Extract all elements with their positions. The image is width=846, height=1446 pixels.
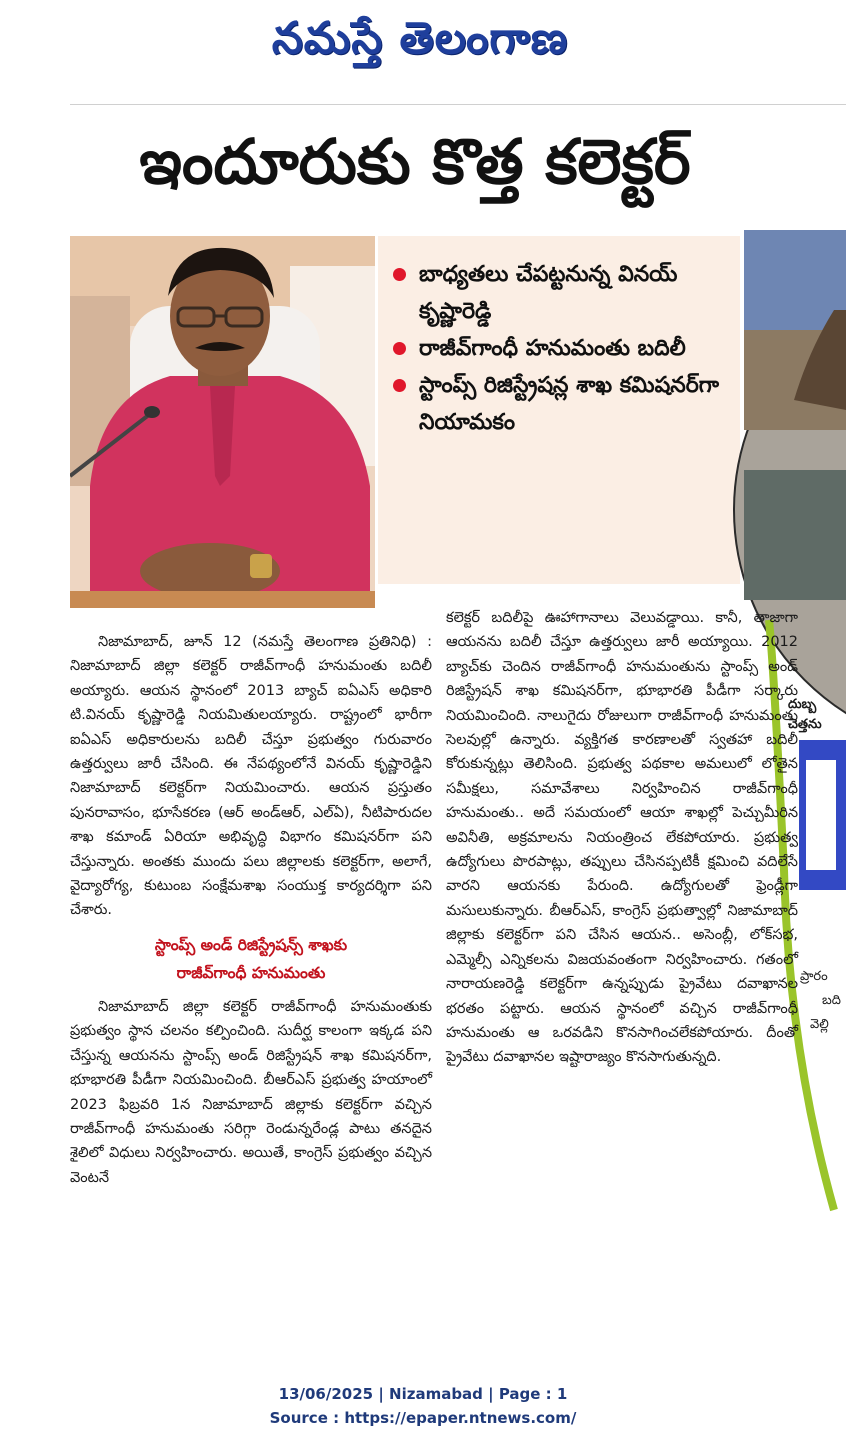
adjacent-text: దుబ్బ చెత్తను [788, 697, 822, 732]
bullet-icon [393, 342, 406, 355]
bullet-icon [393, 268, 406, 281]
adjacent-text: ప్రారం బది వెల్లి [800, 969, 841, 1032]
footer-date-edition: 13/06/2025 | Nizamabad | Page : 1 [278, 1385, 568, 1403]
article-subheading: స్టాంప్స్ అండ్ రిజిస్ట్రేషన్స్ శాఖకు రాజీవ్‌గాంధీ హనుమంతు [154, 935, 348, 982]
highlight-item [393, 330, 733, 367]
page-footer [0, 1382, 846, 1430]
highlights-list [393, 256, 733, 441]
masthead-logo [200, 4, 640, 74]
collector-portrait-image [70, 236, 375, 608]
headline: ఇందూరుకు కొత్త కలెక్టర్ [139, 125, 691, 198]
highlight-text: స్టాంప్స్ రిజిస్ట్రేషన్ల శాఖ కమిషనర్‌గా నియామకం [419, 373, 720, 435]
divider [70, 104, 846, 105]
bullet-icon [393, 379, 406, 392]
article-paragraph: నిజామాబాద్, జూన్ 12 (నమస్తే తెలంగాణ ప్రతినిధి) : నిజామాబాద్ జిల్లా కలెక్టర్ రాజీవ్‌గాంధీ హనుమంతు బదిలీ అయ్యారు. ఆయన స్థానంలో 2013 బ్యాచ్ ఐఏఎస్ అధికారి టి.వినయ్ కృష్ణారెడ్డి నియమితులయ్యారు. రాష్ట్రంలో భారీగా ఐఏఎస్ అధికారులను బదిలీ చేస్తూ ప్రభుత్వం గురువారం ఉత్తర్వులు జారీ చేసింది. ఈ నేపథ్యంలోనే వినయ్ కృష్ణారెడ్డిని నిజామాబాద్ కలెక్టర్‌గా నియమించారు. ఆయన ప్రస్తుతం పునరావాసం, భూసేకరణ (ఆర్ అండ్ఆర్, ఎల్ఏ), నీటిపారుదల శాఖ కమాండ్ ఏరియా అభివృద్ధి విభాగం కమిషనర్‌గా పని చేస్తున్నారు. అంతకు ముందు పలు జిల్లాలకు కలెక్టర్‌గా, అలాగే, వైద్యారోగ్య, కుటుంబ సంక్షేమశాఖ సంయుక్త కార్యదర్శిగా పని చేశారు. [70, 634, 432, 919]
footer-source-link[interactable]: Source : https://epaper.ntnews.com/ [269, 1409, 577, 1427]
article-column-1 [70, 630, 432, 1190]
article-paragraph: కలెక్టర్ బదిలీపై ఊహాగానాలు వెలువడ్డాయి. కానీ, తాజాగా ఆయనను బదిలీ చేస్తూ ఉత్తర్వులు జారీ అయ్యాయి. 2012 బ్యాచ్‌కు చెందిన రాజీవ్‌గాంధీ హనుమంతును స్టాంప్స్ అండ్ రిజిస్ట్రేషన్ శాఖ కమిషనర్‌గా, భూభారతి పీడీగా సర్కారు నియమించింది. నాలుగైదు రోజులుగా రాజీవ్‌గాంధీ హనుమంతు సెలవుల్లో ఉన్నారు. వ్యక్తిగత కారణాలతో స్వతహా బదిలీ కోరుకున్నట్లు తెలిసింది. ప్రభుత్వ పథకాల అమలులో లోతైన సమీక్షలు, సమావేశాలు నిర్వహించిన రాజీవ్‌గాంధీ హనుమంతు.. అదే సమయంలో ఆయా శాఖల్లో పెచ్చుమీరిన అవినీతి, అక్రమాలను నియంత్రించ లేకపోయారు. ప్రభుత్వ ఉద్యోగులు పొరపాట్లు, తప్పులు చేసినప్పటికీ క్షమించి వదిలేసే వారని ఆయనకు పేరుంది. ఉద్యోగులతో ఫ్రెండ్లీగా మసులుకున్నారు. బీఆర్ఎస్, కాంగ్రెస్ ప్రభుత్వాల్లో నిజామాబాద్ జిల్లాకు కలెక్టర్‌గా పని చేసిన ఆయన.. అసెంబ్లీ, లోక్‌సభ, ఎమ్మెల్సీ ఎన్నికలను విజయవంతంగా నిర్వహించారు. గతంలో నారాయణరెడ్డి కలెక్టర్‌గా ఉన్నప్పుడు ప్రైవేటు దవాఖానల భరతం పట్టారు. ఆయన స్థానంలో వచ్చిన రాజీవ్‌గాంధీ హనుమంతు ఆ ఒరవడిని కొనసాగించలేకపోయారు. దీంతో ప్రైవేటు దవాఖానల ఇష్టారాజ్యం కొనసాగుతున్నది. [446, 610, 798, 1066]
highlight-item [393, 256, 733, 330]
masthead-title: నమస్తే తెలంగాణ [271, 13, 569, 64]
article-paragraph: నిజామాబాద్ జిల్లా కలెక్టర్ రాజీవ్‌గాంధీ హనుమంతుకు ప్రభుత్వం స్థాన చలనం కల్పించింది. సుదీర్ఘ కాలంగా ఇక్కడ పని చేస్తున్న ఆయనను స్టాంప్స్ అండ్ రిజిస్ట్రేషన్ శాఖ కమిషనర్‌గా, భూభారతి పీడీగా నియమించింది. బీఆర్ఎస్ ప్రభుత్వ హయాంలో 2023 ఫిబ్రవరి 1న నిజామాబాద్ జిల్లాకు కలెక్టర్‌గా వచ్చిన రాజీవ్‌గాంధీ హనుమంతు సరిగ్గా రెండున్నరేండ్ల పాటు తనదైన శైలిలో విధులు నిర్వహించారు. అయితే, కాంగ్రెస్ ప్రభుత్వం వచ్చిన వెంటనే [70, 998, 432, 1186]
highlight-text: బాధ్యతలు చేపట్టనున్న వినయ్ కృష్ణారెడ్డి [419, 262, 678, 324]
highlight-item [393, 367, 733, 441]
highlight-text: రాజీవ్‌గాంధీ హనుమంతు బదిలీ [419, 336, 686, 361]
collector-photo [70, 236, 375, 608]
article-column-2 [446, 606, 798, 1070]
